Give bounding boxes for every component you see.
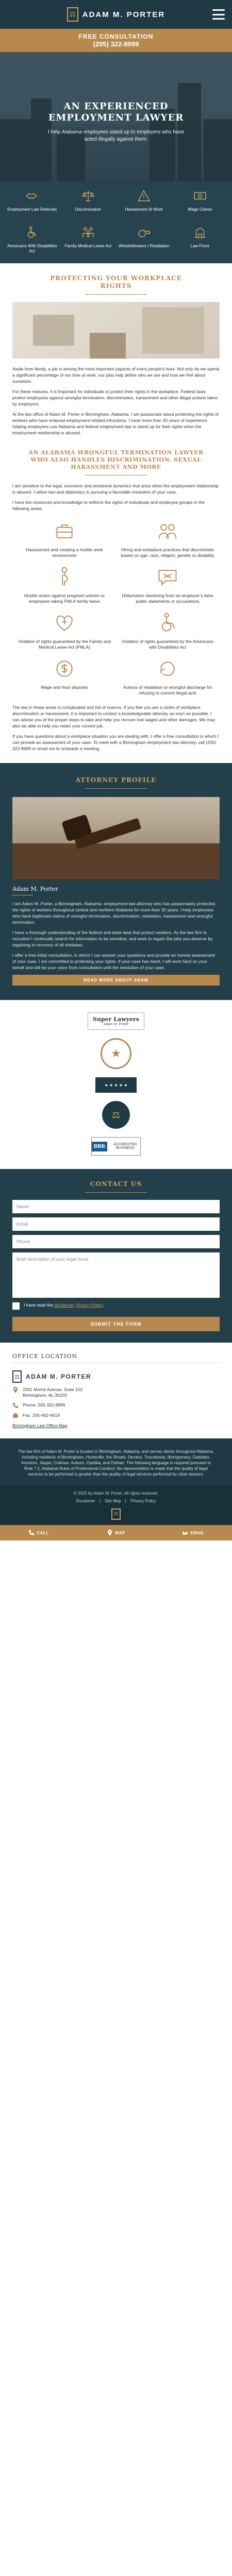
read-more-button[interactable]: READ MORE ABOUT ADAM <box>12 975 220 986</box>
scales-logo-icon: ⚖ <box>67 7 78 22</box>
warning-icon <box>137 189 151 202</box>
footer-link-site-map[interactable]: Site Map <box>104 1499 121 1503</box>
scales-logo-icon: ⚖ <box>12 1370 22 1383</box>
practice-area-fmla[interactable]: Family Medical Leave Act <box>60 224 117 254</box>
protecting-title: PROTECTING YOUR WORKPLACE RIGHTS <box>0 275 232 295</box>
name-input[interactable] <box>12 1200 220 1213</box>
brand-name: ADAM M. PORTER <box>82 10 165 19</box>
office-map-link[interactable]: Birmingham Law Office Map <box>12 1423 68 1428</box>
bbb-logo-icon: BBB <box>92 1142 107 1151</box>
money-icon <box>193 189 207 202</box>
privacy-policy-link[interactable]: Privacy Policy <box>76 1302 103 1308</box>
wrongful-termination-closing: The law in these areas is complicated and full of nuance. If you feel you are a victim of workplace discrimination or harassment, it is important to contact a knowledgeable attorney as soon as possible. I can advise you of the proper steps to take and help you recover lost wages and other damages. We may also be able to help you retain your current job. If you have questions about a workplace situation you are dealing with, I offer a free consultation in which I can provide an assessment of your case. To meet with a Birmingham employment law attorney, call (205) 322-8999 or email me to schedule a meeting. <box>12 705 219 751</box>
practice-area-employment-referrals[interactable]: Employment Law Referrals <box>4 187 60 212</box>
fax-icon <box>12 1413 19 1419</box>
contact-title: CONTACT US <box>12 1180 220 1193</box>
whistle-icon <box>137 226 151 239</box>
rating-badge-icon: ★ ★ ★ ★ ★ <box>95 1077 137 1093</box>
site-logo[interactable] <box>67 7 165 22</box>
family-icon <box>81 226 95 239</box>
hero-title: AN EXPERIENCED EMPLOYMENT LAWYER <box>48 101 184 123</box>
handshake-icon <box>25 189 39 202</box>
mobile-action-bar <box>0 1525 232 1540</box>
location-pin-icon <box>12 1387 19 1393</box>
bbb-badge[interactable]: BBB ACCREDITED BUSINESS <box>91 1137 141 1156</box>
wrongful-termination-section <box>0 449 232 752</box>
right-item-ada: Violation of rights guaranteed by the Americans with Disabilities Act <box>119 612 217 650</box>
email-input[interactable] <box>12 1217 220 1231</box>
practice-area-law-firms[interactable]: Law Firms <box>172 224 228 254</box>
privacy-consent: I have read the disclaimer, Privacy Policy. <box>12 1302 220 1310</box>
site-header <box>0 0 232 29</box>
wage-icon <box>53 657 76 680</box>
practice-area-discrimination[interactable]: Discrimination <box>60 187 117 212</box>
phone-icon <box>12 1402 19 1409</box>
footer-links: Disclaimer | Site Map | Privacy Policy <box>76 1499 156 1503</box>
rights-grid <box>0 516 232 696</box>
privacy-checkbox[interactable] <box>12 1302 20 1310</box>
office-fax: Fax: 205-402-4619 <box>12 1413 220 1419</box>
consultation-banner[interactable] <box>0 29 232 52</box>
right-item-hiring: Hiring and workplace practices that discriminate based on age, race, religion, gender or disability <box>119 520 217 558</box>
attorney-profile-section <box>0 763 232 1000</box>
footer-logo-icon: ⚖ <box>111 1509 121 1520</box>
wrongful-termination-intro: I am sensitive to the legal, economic and emotional dynamics that arise when the employment relationship is abused. I utilize tact and diplomacy in pursuing a favorable resolution of your case. I have the resources and knowledge to enforce the rights of individuals and employee groups in the following areas: <box>12 483 219 511</box>
wrongful-termination-title: AN ALABAMA WRONGFUL TERMINATION LAWYER WHO ALSO HANDLES DISCRIMINATION, SEXUAL HARASSMENT AND MORE <box>0 449 232 476</box>
scales-icon <box>81 189 95 202</box>
office-address: 2301 Morris Avenue, Suite 102 Birmingham, AL 35203 <box>12 1387 220 1398</box>
disclaimer-link[interactable]: disclaimer <box>54 1302 74 1308</box>
building-icon <box>193 226 207 239</box>
message-textarea[interactable] <box>12 1252 220 1298</box>
seal-badge-icon: ⚖ <box>102 1101 130 1129</box>
submit-form-button[interactable]: SUBMIT THE FORM <box>12 1317 220 1331</box>
office-phone[interactable]: Phone: 205-322-8999 <box>12 1402 220 1409</box>
practice-area-harassment[interactable]: Harassment At Work <box>116 187 172 212</box>
hero-content <box>0 101 232 143</box>
header-phone[interactable]: (205) 322-8999 <box>93 40 139 48</box>
footer-link-disclaimer[interactable]: Disclaimer <box>76 1499 95 1503</box>
disclaimer-section: The law firm of Adam M. Porter is located in Birmingham, Alabama, and serves clients throughout Alabama, including residents of Birmingham, Huntsville, the Shoals, Decatur, Tuscaloosa, Montgomery, Gadsden, Anniston, Jasper, Cullman, Auburn, Opelika, and Dothan. The following language is required pursuant to Rule 7.2, Alabama Rules of Professional Conduct: No representation is made that the quality of legal services to be performed is greater than the quality of legal services performed by other lawyers. <box>0 1438 232 1485</box>
retaliation-icon <box>156 657 179 680</box>
fmla-icon <box>53 612 76 634</box>
protecting-body: Aside from family, a job is among the most important aspects of every people's lives. Not only do we spend a significant percentage of our time at work, our jobs help define who we are and how we feel about ourselves. For these reasons, it is important for individuals to protect their rights in the workplace. Federal laws protect employees against wrongful termination, discrimination, harassment and other illegal actions taken by employers. At the law office of Adam M. Porter in Birmingham, Alabama, I am passionate about protecting the rights of workers who have endured employment-related infractions. I have more than 30 years of experience helping employees use Alabama and federal employment law to stand up for their rights when the employment relationship is abused. <box>12 366 220 435</box>
gavel-photo <box>12 797 220 879</box>
right-item-retaliation: Actions of retaliation or wrongful discharge for refusing to commit illegal acts <box>119 657 217 696</box>
award-badges <box>0 1000 232 1169</box>
hostile-work-icon <box>53 520 76 543</box>
map-pin-icon <box>107 1530 113 1536</box>
envelope-icon <box>182 1530 188 1536</box>
hero-subtitle: I help Alabama employees stand up to employers who have acted illegally against them. <box>47 129 185 142</box>
email-button[interactable]: EMAIL <box>155 1530 232 1536</box>
workplace-photo <box>12 302 220 359</box>
hero-banner <box>0 52 232 181</box>
office-location-title: OFFICE LOCATION <box>12 1353 220 1363</box>
right-item-fmla: Violation of rights guaranteed by the Family and Medical Leave Act (FMLA) <box>15 612 113 650</box>
office-location-section <box>0 1343 232 1438</box>
practice-area-wage-claims[interactable]: Wage Claims <box>172 187 228 212</box>
hamburger-menu-icon[interactable] <box>212 9 225 20</box>
consultation-label: FREE CONSULTATION <box>78 33 154 40</box>
phone-icon <box>28 1530 35 1536</box>
footer-link-privacy[interactable]: Privacy Policy <box>130 1499 156 1503</box>
protecting-rights-section <box>0 263 232 436</box>
practice-areas-grid <box>0 181 232 263</box>
right-item-pregnancy: Hostile action against pregnant women or employees taking FMLA family leave <box>15 566 113 604</box>
office-brand: ⚖ ADAM M. PORTER <box>12 1370 220 1383</box>
wheelchair-icon <box>25 226 39 239</box>
call-button[interactable]: CALL <box>0 1530 77 1536</box>
site-footer <box>0 1485 232 1525</box>
contact-form-section <box>0 1169 232 1343</box>
attorney-profile-title: ATTORNEY PROFILE <box>0 776 232 789</box>
ada-icon <box>156 612 179 634</box>
right-item-wage: Wage and hour disputes <box>15 657 113 696</box>
attorney-name: Adam M. Porter <box>0 879 232 897</box>
practice-area-whistleblowers[interactable]: Whistleblowers / Retaliation <box>116 224 172 254</box>
attorney-bio: I am Adam M. Porter, a Birmingham, Alabama, employment law attorney who has passionately protected the rights of workers throughout central and northern Alabama for more than 30 years. I help employees who have legitimate claims of wrongful termination, discrimination, retaliation, harassment and wrongful termination. I have a thorough understanding of the federal and state laws that protect workers. As the law firm is recruited I continually search for information to be sensitive, and work to regain the jobs you deserve by regaining to recovery of all mistakes. I offer a free initial consultation, in which I can answer your questions and provide an honest assessment of your case. I am committed to protecting your rights. If your case has merit, I will work hard on your behalf and will be your voice from consultation until the resolution of your case. <box>12 901 216 970</box>
copyright: © 2025 by Adam M. Porter. All rights reserved. <box>73 1491 159 1496</box>
award-star-badge-icon: ★ <box>101 1038 131 1069</box>
defamation-icon <box>156 566 179 588</box>
map-button[interactable]: MAP <box>77 1530 155 1536</box>
pregnant-icon <box>53 566 76 588</box>
right-item-harassment: Harassment and creating a hostile work environment <box>15 520 113 558</box>
hiring-icon <box>156 520 179 543</box>
super-lawyers-badge[interactable]: Super Lawyers Adam M. Porter <box>88 1012 144 1030</box>
right-item-defamation: Defamation stemming from an employer's false public statements or accusations <box>119 566 217 604</box>
practice-area-ada[interactable]: Americans With Disabilities Act <box>4 224 60 254</box>
phone-input[interactable] <box>12 1235 220 1248</box>
